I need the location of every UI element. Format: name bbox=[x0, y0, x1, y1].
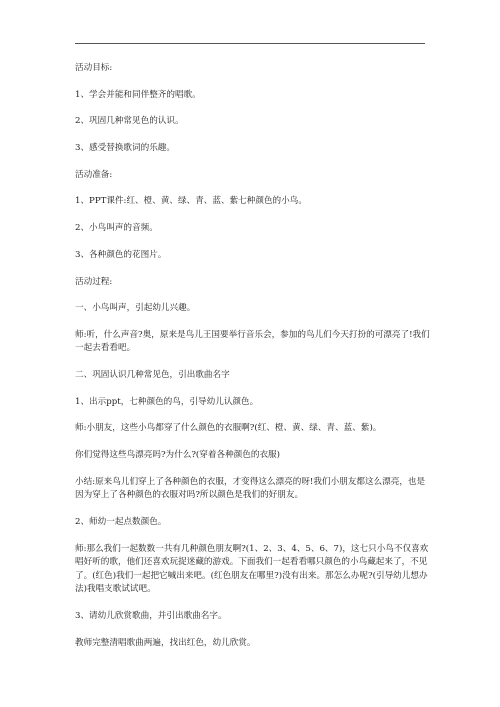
document-body bbox=[75, 62, 430, 663]
paragraph-prep-2: 2、小鸟叫声的音频。 bbox=[75, 223, 158, 234]
paragraph-prep-3: 3、各种颜色的花图片。 bbox=[75, 249, 167, 260]
paragraph-teacher-colors: 师:小朋友，这些小鸟都穿了什么颜色的衣服啊?(红、橙、黄、绿、青、蓝、紫)。 bbox=[75, 423, 382, 434]
paragraph-section-2-title: 二、巩固认识几种常见色，引出歌曲名字 bbox=[75, 370, 230, 381]
paragraph-step-1: 1、出示ppt，七种颜色的鸟，引导幼儿认颜色。 bbox=[75, 396, 259, 407]
paragraph-section-1-title: 一、小鸟叫声，引起幼儿兴趣。 bbox=[75, 303, 196, 314]
paragraph-goal-2: 2、巩固几种常见色的认识。 bbox=[75, 116, 184, 127]
paragraph-step-3: 3、请幼儿欣赏歌曲，并引出歌曲名字。 bbox=[75, 610, 227, 621]
paragraph-teacher-intro: 师:听，什么声音?奥，原来是鸟儿王国要举行音乐会，参加的鸟儿们今天打扮的可漂亮了!我们一起去看看吧。 bbox=[75, 329, 430, 354]
paragraph-goal-3: 3、感受替换歌词的乐趣。 bbox=[75, 143, 175, 154]
paragraph-prep-1: 1、PPT课件:红、橙、黄、绿、青、蓝、紫七种颜色的小鸟。 bbox=[75, 196, 307, 207]
paragraph-prep-heading: 活动准备: bbox=[75, 169, 113, 180]
paragraph-question-pretty: 你们觉得这些鸟漂亮吗?为什么?(穿着各种颜色的衣服) bbox=[75, 450, 280, 461]
paragraph-process-heading: 活动过程: bbox=[75, 276, 113, 287]
paragraph-goal-1: 1、学会并能和同伴整齐的唱歌。 bbox=[75, 89, 201, 100]
paragraph-teacher-count: 师:那么我们一起数数一共有几种颜色朋友啊?(1、2、3、4、5、6、7)，这七只小鸟不仅喜欢唱好听的歌，他们还喜欢玩捉迷藏的游戏。下面我们一起看看哪只颜色的小鸟藏起来了，不见了。(红色)我们一起把它喊出来吧。(红色朋友在哪里?)没有出来。那怎么办呢?(引导幼儿想办法)我唱支歌试试吧。 bbox=[75, 543, 429, 595]
paragraph-teacher-sing: 教师完整清唱歌曲两遍，找出红色，幼儿欣赏。 bbox=[75, 637, 256, 648]
header-rule bbox=[75, 43, 425, 44]
paragraph-step-2: 2、师幼一起点数颜色。 bbox=[75, 517, 167, 527]
paragraph-summary: 小结:原来鸟儿们穿上了各种颜色的衣服，才变得这么漂亮的呀!我们小朋友都这么漂亮，也是因为穿上了各种颜色的衣服对吗?所以颜色是我们的好朋友。 bbox=[75, 476, 426, 501]
paragraph-goals-heading: 活动目标: bbox=[75, 63, 113, 73]
